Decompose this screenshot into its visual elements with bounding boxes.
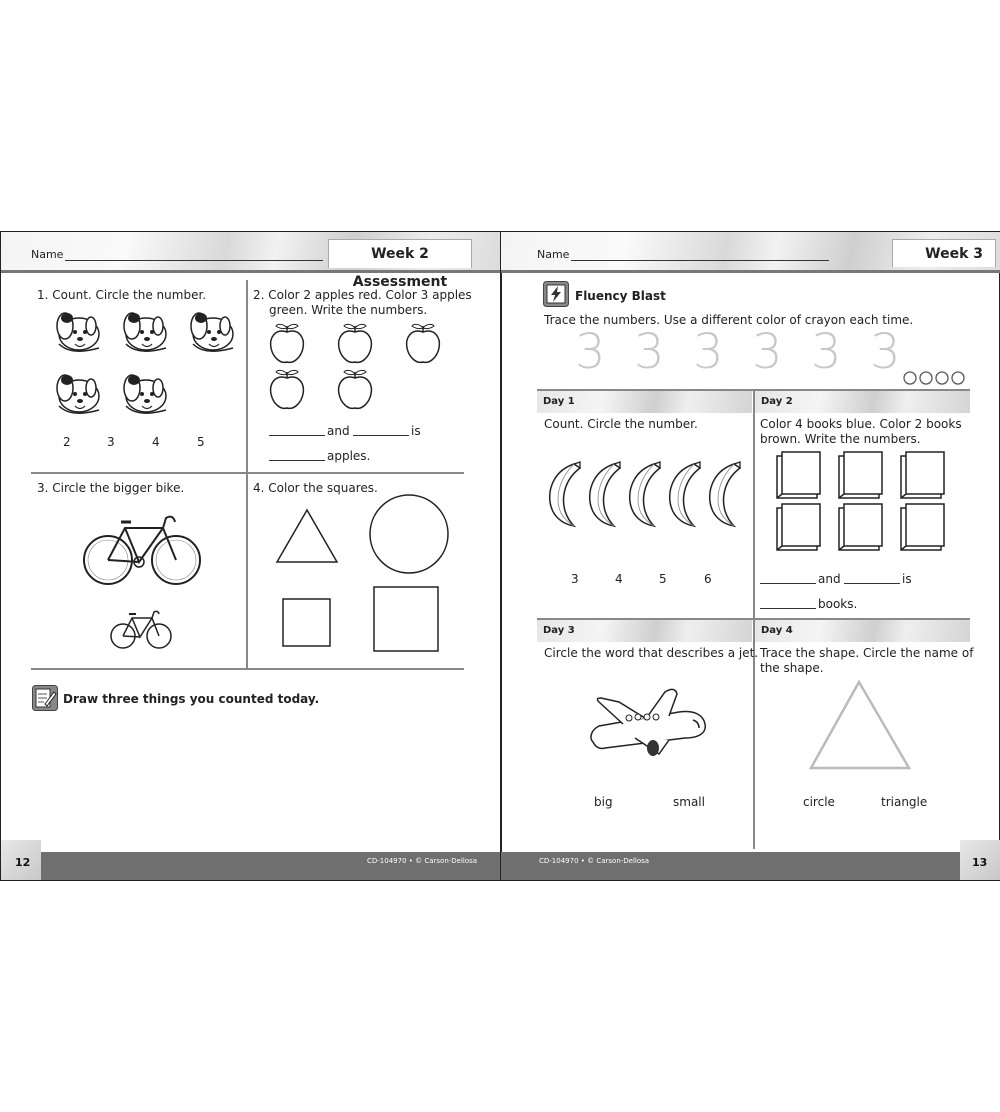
trace-digit[interactable]: 3: [693, 324, 724, 380]
triangle-shape: [277, 510, 337, 562]
bananas-illustration: [546, 462, 751, 528]
fluency-title: Fluency Blast: [575, 289, 666, 303]
day3-text: Circle the word that describes a jet.: [544, 646, 759, 660]
choice-4[interactable]: 4: [615, 572, 623, 586]
pencil-paper-icon: [32, 685, 58, 711]
day4-line2: the shape.: [760, 661, 824, 675]
big-square[interactable]: [374, 587, 438, 651]
choice-5[interactable]: 5: [197, 435, 205, 449]
fluency-instruction: Trace the numbers. Use a different color of crayon each time.: [544, 313, 914, 327]
day4-header: Day 4: [755, 620, 970, 642]
trace-digit[interactable]: 3: [634, 324, 665, 380]
choice-small[interactable]: small: [673, 795, 705, 809]
blank-1[interactable]: [760, 583, 816, 584]
name-label: Name: [537, 248, 570, 261]
day4-line1: Trace the shape. Circle the name of: [760, 646, 974, 660]
page-number: 13: [972, 856, 988, 869]
blank-1[interactable]: [269, 435, 325, 436]
left-page: Name Week 2 Assessment 1. Count. Circle the number. 2 3 4 5 2. Color 2 apples red. Color 3 apples green. Write the numbers. and is apples. 3. Circle the bigger bike. 4. Color the squares. Draw three things you counted today. 12 CD-104970 • © Carson-Dellosa: [1, 232, 500, 880]
page-title: Week 2 Assessment: [328, 239, 472, 268]
question-2-line1: 2. Color 2 apples red. Color 3 apples: [253, 288, 472, 302]
books-illustration[interactable]: [777, 452, 947, 552]
blank-3[interactable]: [269, 460, 325, 461]
jet-illustration: [585, 684, 709, 764]
draw-prompt: Draw three things you counted today.: [63, 692, 320, 706]
credit-text: CD-104970 • © Carson-Dellosa: [539, 857, 650, 865]
blank-2[interactable]: [353, 435, 409, 436]
apples-illustration[interactable]: [269, 324, 469, 414]
choice-triangle[interactable]: triangle: [881, 795, 928, 809]
shapes-illustration: [261, 494, 461, 660]
day1-header: Day 1: [537, 391, 752, 413]
trace-digit[interactable]: 3: [870, 324, 901, 380]
choice-big[interactable]: big: [594, 795, 613, 809]
trace-digit[interactable]: 3: [811, 324, 842, 380]
name-line[interactable]: [65, 260, 323, 261]
small-bike[interactable]: [109, 610, 175, 652]
day1-text: Count. Circle the number.: [544, 417, 698, 431]
blank-3[interactable]: [760, 608, 816, 609]
question-4: 4. Color the squares.: [253, 481, 378, 495]
question-2-line2: green. Write the numbers.: [269, 303, 428, 317]
trace-digit[interactable]: 3: [752, 324, 783, 380]
choice-4[interactable]: 4: [152, 435, 160, 449]
page-title: Week 3: [892, 239, 996, 267]
blank-2[interactable]: [844, 583, 900, 584]
choice-5[interactable]: 5: [659, 572, 667, 586]
workbook-spread: [0, 231, 1000, 881]
choice-circle[interactable]: circle: [803, 795, 835, 809]
credit-text: CD-104970 • © Carson-Dellosa: [367, 857, 478, 865]
trace-triangle[interactable]: [801, 678, 916, 774]
small-square[interactable]: [283, 599, 330, 646]
page-number: 12: [15, 856, 31, 869]
question-3: 3. Circle the bigger bike.: [37, 481, 185, 495]
lightning-icon: [543, 281, 569, 307]
choice-6[interactable]: 6: [704, 572, 712, 586]
question-1: 1. Count. Circle the number.: [37, 288, 207, 302]
choice-3[interactable]: 3: [571, 572, 579, 586]
dogs-illustration: [51, 304, 241, 424]
day3-header: Day 3: [537, 620, 752, 642]
choice-3[interactable]: 3: [107, 435, 115, 449]
name-line[interactable]: [571, 260, 829, 261]
day2-line2: brown. Write the numbers.: [760, 432, 921, 446]
check-circles[interactable]: [903, 371, 967, 385]
right-page: Name Week 3 Fluency Blast Trace the numbers. Use a different color of crayon each time. 3 3 3 3 3 3 Day 1 Count. Circle the number. 3 4 5 6 Day 2 Color 4 books blue. Color 2 books brown. Write the numbers. and is books. Day 3 Circle the word that describes a jet. big small Day 4 Trace the shape. Circle the name of the shape. circle triangle CD-104970 • © Carson-Dellosa 13: [501, 232, 1000, 880]
day2-line1: Color 4 books blue. Color 2 books: [760, 417, 962, 431]
name-label: Name: [31, 248, 64, 261]
choice-2[interactable]: 2: [63, 435, 71, 449]
trace-digit[interactable]: 3: [575, 324, 606, 380]
day2-header: Day 2: [755, 391, 970, 413]
big-bike[interactable]: [81, 514, 206, 589]
circle-shape: [370, 495, 448, 573]
